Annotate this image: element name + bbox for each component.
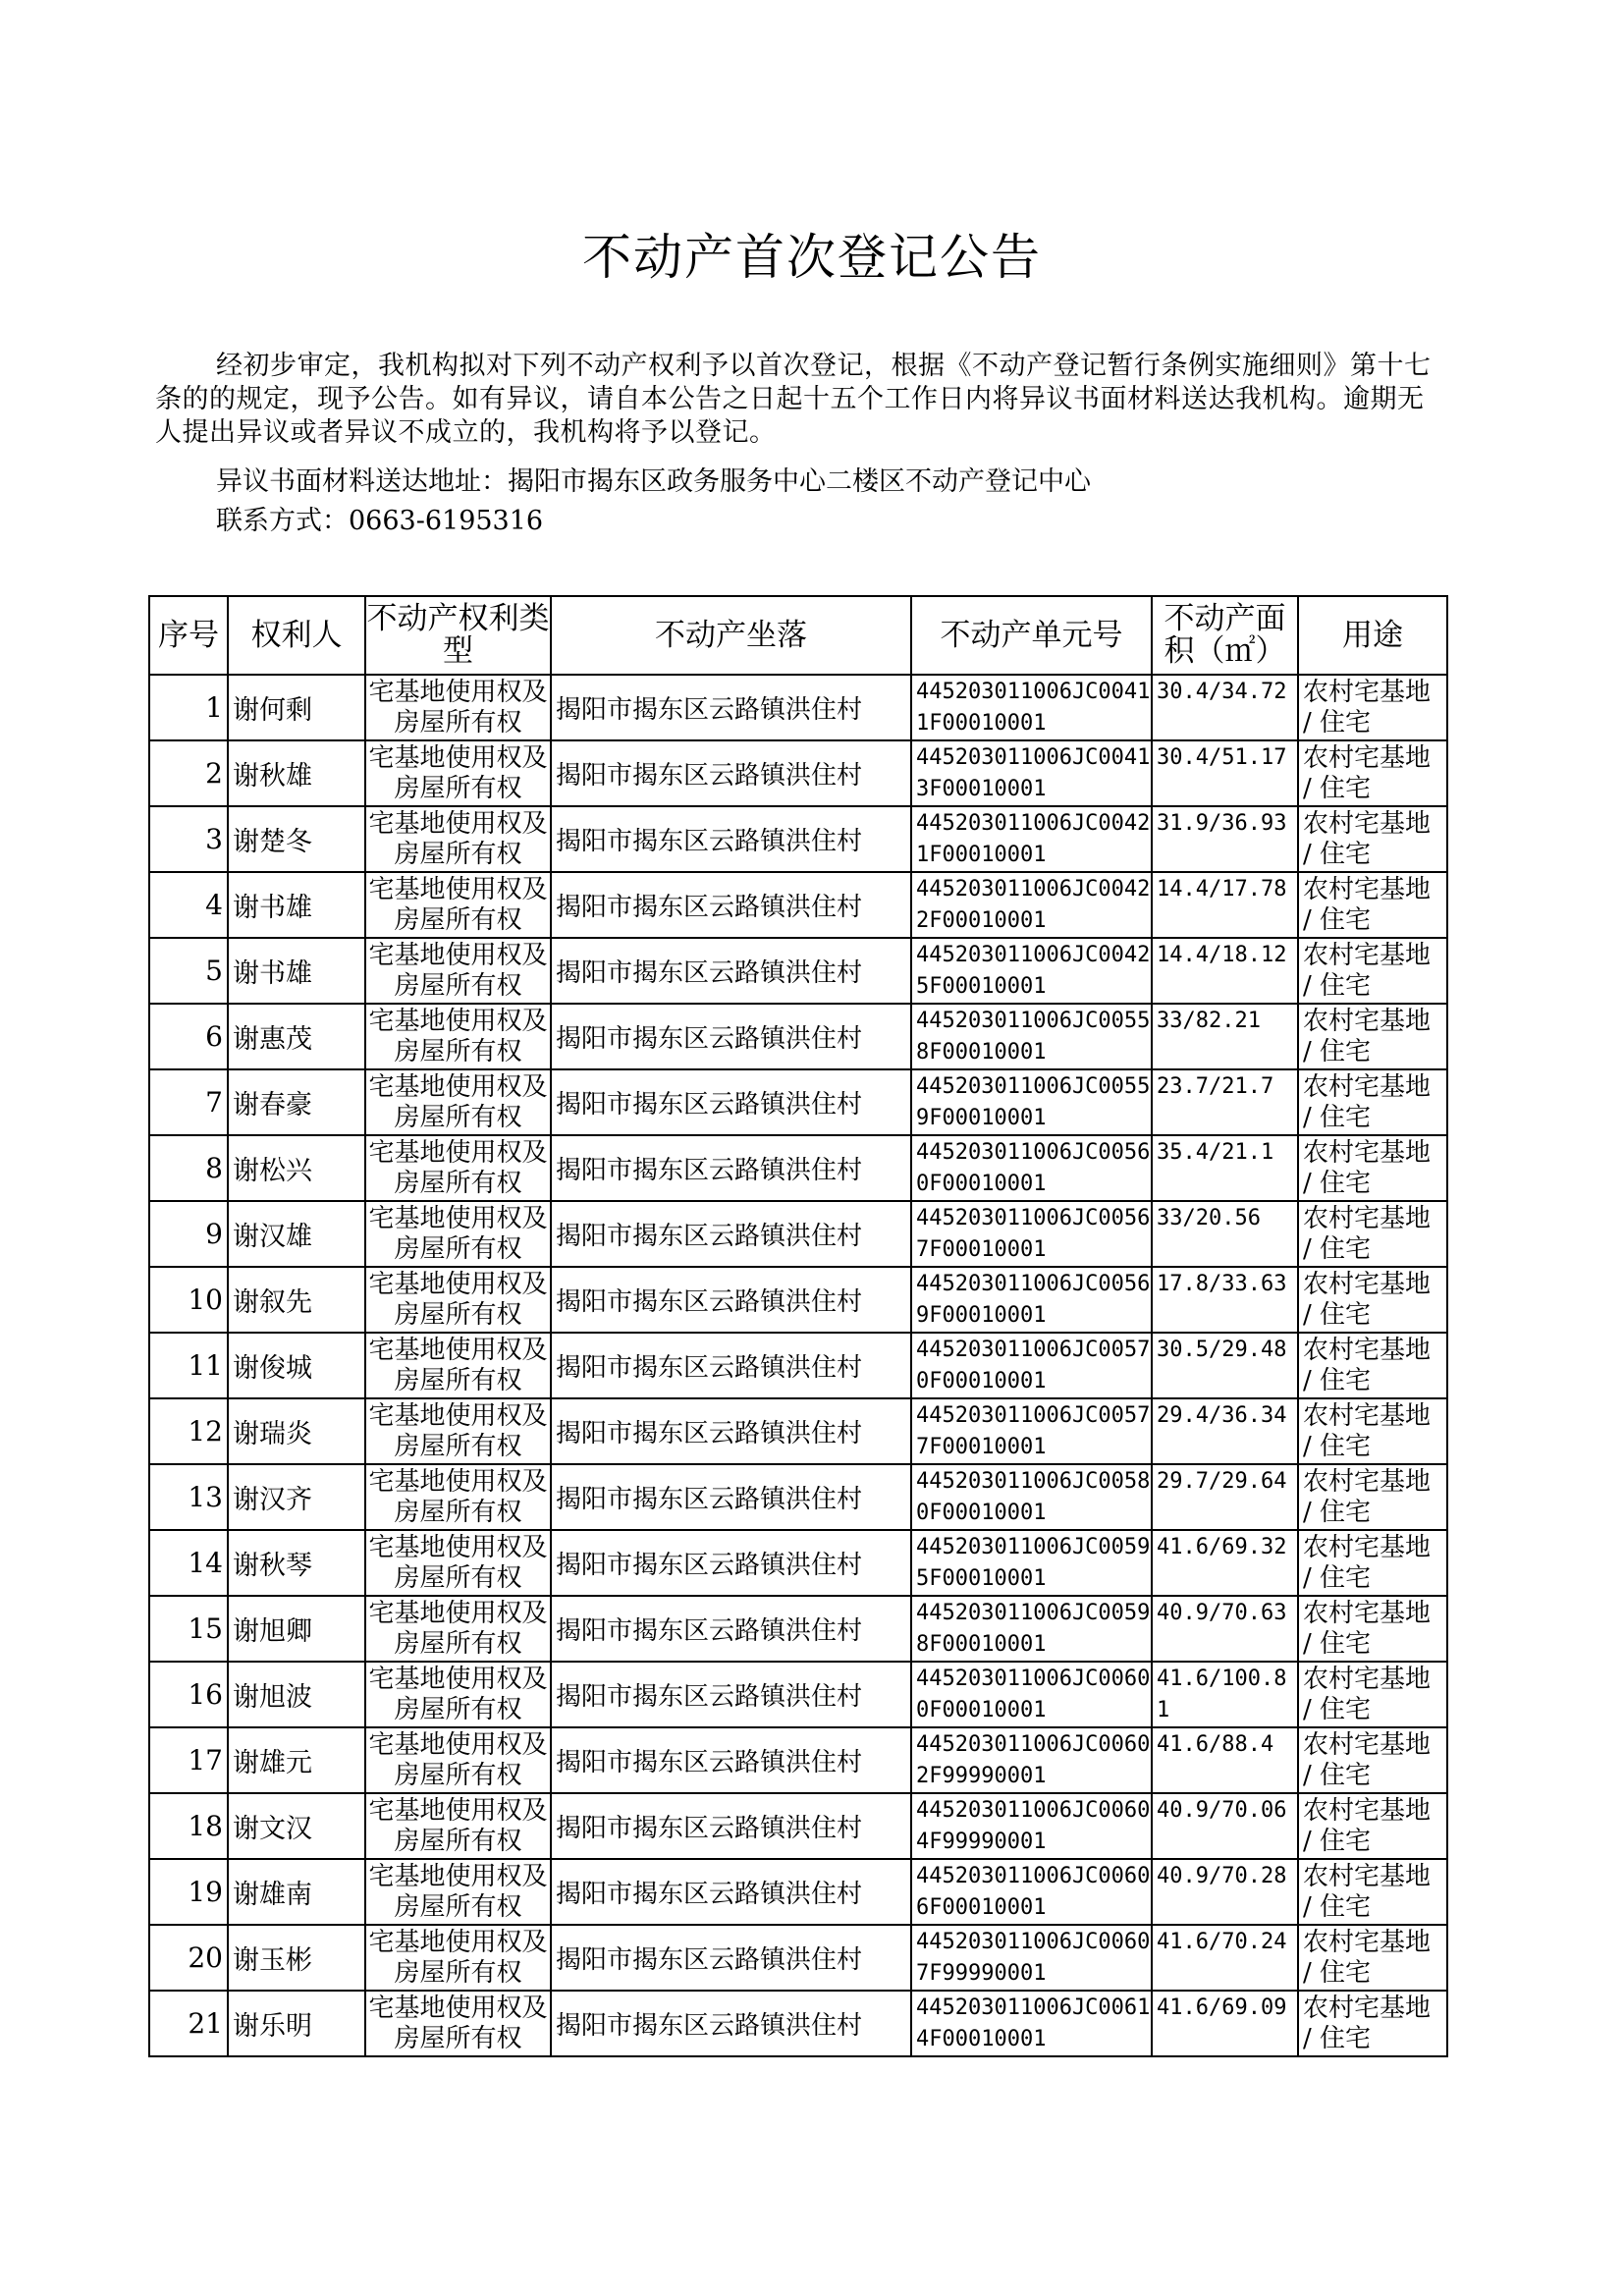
unit-number: 445203011006JC00614F00010001 [911,1991,1152,2056]
right-type: 宅基地使用权及房屋所有权 [365,872,551,938]
property-location: 揭阳市揭东区云路镇洪住村 [551,872,911,938]
property-use: 农村宅基地 / 住宅 [1298,675,1447,740]
unit-number: 445203011006JC00421F00010001 [911,806,1152,872]
property-use: 农村宅基地 / 住宅 [1298,1991,1447,2056]
property-area: 40.9/70.06 [1152,1793,1298,1859]
property-use: 农村宅基地 / 住宅 [1298,1267,1447,1333]
header-unit-number: 不动产单元号 [911,596,1152,675]
unit-number: 445203011006JC00604F99990001 [911,1793,1152,1859]
property-location: 揭阳市揭东区云路镇洪住村 [551,1004,911,1069]
owner-name: 谢旭卿 [228,1596,365,1662]
property-use: 农村宅基地 / 住宅 [1298,806,1447,872]
property-use: 农村宅基地 / 住宅 [1298,1530,1447,1596]
owner-name: 谢楚冬 [228,806,365,872]
objection-address: 异议书面材料送达地址：揭阳市揭东区政务服务中心二楼区不动产登记中心 [216,466,1091,497]
table-row [149,1925,1447,1991]
owner-name: 谢松兴 [228,1135,365,1201]
notice-paragraph: 经初步审定，我机构拟对下列不动产权利予以首次登记，根据《不动产登记暂行条例实施细则》第十七条的的规定，现予公告。如有异议，请自本公告之日起十五个工作日内将异议书面材料送达我机构。逾期无人提出异议或者异议不成立的，我机构将予以登记。 [155,351,1432,448]
property-location: 揭阳市揭东区云路镇洪住村 [551,1069,911,1135]
table-row [149,1596,1447,1662]
property-use: 农村宅基地 / 住宅 [1298,1069,1447,1135]
property-area: 33/82.21 [1152,1004,1298,1069]
property-area: 33/20.56 [1152,1201,1298,1267]
property-use: 农村宅基地 / 住宅 [1298,1333,1447,1398]
table-row [149,1069,1447,1135]
property-location: 揭阳市揭东区云路镇洪住村 [551,1662,911,1727]
property-location: 揭阳市揭东区云路镇洪住村 [551,1333,911,1398]
table-row [149,938,1447,1004]
right-type: 宅基地使用权及房屋所有权 [365,1859,551,1925]
row-number: 17 [149,1727,228,1793]
unit-number: 445203011006JC00422F00010001 [911,872,1152,938]
property-area: 41.6/70.24 [1152,1925,1298,1991]
property-location: 揭阳市揭东区云路镇洪住村 [551,806,911,872]
row-number: 16 [149,1662,228,1727]
owner-name: 谢瑞炎 [228,1398,365,1464]
table-row [149,1859,1447,1925]
right-type: 宅基地使用权及房屋所有权 [365,675,551,740]
right-type: 宅基地使用权及房屋所有权 [365,806,551,872]
property-use: 农村宅基地 / 住宅 [1298,1004,1447,1069]
owner-name: 谢雄南 [228,1859,365,1925]
right-type: 宅基地使用权及房屋所有权 [365,1333,551,1398]
owner-name: 谢雄元 [228,1727,365,1793]
property-area: 41.6/88.4 [1152,1727,1298,1793]
row-number: 3 [149,806,228,872]
property-use: 农村宅基地 / 住宅 [1298,938,1447,1004]
owner-name: 谢惠茂 [228,1004,365,1069]
property-area: 41.6/100.81 [1152,1662,1298,1727]
table-row [149,1135,1447,1201]
owner-name: 谢汉齐 [228,1464,365,1530]
row-number: 19 [149,1859,228,1925]
property-area: 31.9/36.93 [1152,806,1298,872]
table-row [149,740,1447,806]
property-area: 30.5/29.48 [1152,1333,1298,1398]
property-area: 41.6/69.32 [1152,1530,1298,1596]
right-type: 宅基地使用权及房屋所有权 [365,1596,551,1662]
table-header-row [149,596,1447,675]
table-row [149,1991,1447,2056]
owner-name: 谢书雄 [228,938,365,1004]
property-use: 农村宅基地 / 住宅 [1298,872,1447,938]
property-location: 揭阳市揭东区云路镇洪住村 [551,1267,911,1333]
right-type: 宅基地使用权及房屋所有权 [365,1069,551,1135]
table-row [149,872,1447,938]
right-type: 宅基地使用权及房屋所有权 [365,1004,551,1069]
row-number: 13 [149,1464,228,1530]
table-row [149,1398,1447,1464]
right-type: 宅基地使用权及房屋所有权 [365,1925,551,1991]
right-type: 宅基地使用权及房屋所有权 [365,1135,551,1201]
header-no: 序号 [149,596,228,675]
property-area: 30.4/51.17 [1152,740,1298,806]
row-number: 8 [149,1135,228,1201]
property-location: 揭阳市揭东区云路镇洪住村 [551,1398,911,1464]
property-use: 农村宅基地 / 住宅 [1298,1925,1447,1991]
property-location: 揭阳市揭东区云路镇洪住村 [551,938,911,1004]
unit-number: 445203011006JC00598F00010001 [911,1596,1152,1662]
row-number: 9 [149,1201,228,1267]
right-type: 宅基地使用权及房屋所有权 [365,1662,551,1727]
header-right-type: 不动产权利类型 [365,596,551,675]
right-type: 宅基地使用权及房屋所有权 [365,1793,551,1859]
unit-number: 445203011006JC00567F00010001 [911,1201,1152,1267]
right-type: 宅基地使用权及房屋所有权 [365,1464,551,1530]
property-area: 23.7/21.7 [1152,1069,1298,1135]
registration-table [148,595,1448,2057]
unit-number: 445203011006JC00606F00010001 [911,1859,1152,1925]
property-location: 揭阳市揭东区云路镇洪住村 [551,1201,911,1267]
property-area: 17.8/33.63 [1152,1267,1298,1333]
owner-name: 谢俊城 [228,1333,365,1398]
row-number: 18 [149,1793,228,1859]
property-use: 农村宅基地 / 住宅 [1298,1398,1447,1464]
right-type: 宅基地使用权及房屋所有权 [365,1201,551,1267]
property-use: 农村宅基地 / 住宅 [1298,1727,1447,1793]
property-area: 40.9/70.63 [1152,1596,1298,1662]
owner-name: 谢旭波 [228,1662,365,1727]
property-location: 揭阳市揭东区云路镇洪住村 [551,1530,911,1596]
row-number: 1 [149,675,228,740]
row-number: 4 [149,872,228,938]
property-area: 30.4/34.72 [1152,675,1298,740]
row-number: 11 [149,1333,228,1398]
property-area: 14.4/18.12 [1152,938,1298,1004]
row-number: 10 [149,1267,228,1333]
property-use: 农村宅基地 / 住宅 [1298,1464,1447,1530]
row-number: 20 [149,1925,228,1991]
property-use: 农村宅基地 / 住宅 [1298,740,1447,806]
property-location: 揭阳市揭东区云路镇洪住村 [551,1135,911,1201]
table-row [149,1530,1447,1596]
table-body [149,675,1447,2056]
right-type: 宅基地使用权及房屋所有权 [365,938,551,1004]
property-location: 揭阳市揭东区云路镇洪住村 [551,1925,911,1991]
row-number: 7 [149,1069,228,1135]
property-area: 14.4/17.78 [1152,872,1298,938]
table-row [149,1201,1447,1267]
header-area: 不动产面积（㎡） [1152,596,1298,675]
table-row [149,1004,1447,1069]
header-owner: 权利人 [228,596,365,675]
right-type: 宅基地使用权及房屋所有权 [365,740,551,806]
property-location: 揭阳市揭东区云路镇洪住村 [551,1727,911,1793]
unit-number: 445203011006JC00411F00010001 [911,675,1152,740]
unit-number: 445203011006JC00595F00010001 [911,1530,1152,1596]
property-use: 农村宅基地 / 住宅 [1298,1859,1447,1925]
unit-number: 445203011006JC00607F99990001 [911,1925,1152,1991]
owner-name: 谢叙先 [228,1267,365,1333]
row-number: 12 [149,1398,228,1464]
property-area: 40.9/70.28 [1152,1859,1298,1925]
right-type: 宅基地使用权及房屋所有权 [365,1727,551,1793]
owner-name: 谢春豪 [228,1069,365,1135]
table-row [149,1464,1447,1530]
owner-name: 谢秋琴 [228,1530,365,1596]
row-number: 21 [149,1991,228,2056]
owner-name: 谢文汉 [228,1793,365,1859]
property-location: 揭阳市揭东区云路镇洪住村 [551,675,911,740]
row-number: 5 [149,938,228,1004]
property-area: 41.6/69.09 [1152,1991,1298,2056]
contact-info: 联系方式：0663-6195316 [216,506,544,536]
unit-number: 445203011006JC00558F00010001 [911,1004,1152,1069]
row-number: 6 [149,1004,228,1069]
property-use: 农村宅基地 / 住宅 [1298,1596,1447,1662]
right-type: 宅基地使用权及房屋所有权 [365,1991,551,2056]
table-row [149,1662,1447,1727]
unit-number: 445203011006JC00413F00010001 [911,740,1152,806]
header-use: 用途 [1298,596,1447,675]
unit-number: 445203011006JC00602F99990001 [911,1727,1152,1793]
property-use: 农村宅基地 / 住宅 [1298,1662,1447,1727]
right-type: 宅基地使用权及房屋所有权 [365,1267,551,1333]
property-location: 揭阳市揭东区云路镇洪住村 [551,1464,911,1530]
owner-name: 谢乐明 [228,1991,365,2056]
property-area: 29.7/29.64 [1152,1464,1298,1530]
property-area: 29.4/36.34 [1152,1398,1298,1464]
property-use: 农村宅基地 / 住宅 [1298,1793,1447,1859]
owner-name: 谢秋雄 [228,740,365,806]
unit-number: 445203011006JC00580F00010001 [911,1464,1152,1530]
property-location: 揭阳市揭东区云路镇洪住村 [551,1859,911,1925]
property-location: 揭阳市揭东区云路镇洪住村 [551,1991,911,2056]
table-row [149,1727,1447,1793]
unit-number: 445203011006JC00569F00010001 [911,1267,1152,1333]
table-row [149,675,1447,740]
table-row [149,1793,1447,1859]
owner-name: 谢何剩 [228,675,365,740]
property-location: 揭阳市揭东区云路镇洪住村 [551,740,911,806]
header-location: 不动产坐落 [551,596,911,675]
table-row [149,806,1447,872]
owner-name: 谢玉彬 [228,1925,365,1991]
row-number: 15 [149,1596,228,1662]
unit-number: 445203011006JC00577F00010001 [911,1398,1152,1464]
unit-number: 445203011006JC00560F00010001 [911,1135,1152,1201]
owner-name: 谢汉雄 [228,1201,365,1267]
owner-name: 谢书雄 [228,872,365,938]
property-area: 35.4/21.1 [1152,1135,1298,1201]
right-type: 宅基地使用权及房屋所有权 [365,1530,551,1596]
table-row [149,1267,1447,1333]
row-number: 2 [149,740,228,806]
unit-number: 445203011006JC00570F00010001 [911,1333,1152,1398]
property-use: 农村宅基地 / 住宅 [1298,1135,1447,1201]
property-location: 揭阳市揭东区云路镇洪住村 [551,1793,911,1859]
row-number: 14 [149,1530,228,1596]
unit-number: 445203011006JC00559F00010001 [911,1069,1152,1135]
unit-number: 445203011006JC00600F00010001 [911,1662,1152,1727]
property-use: 农村宅基地 / 住宅 [1298,1201,1447,1267]
table-row [149,1333,1447,1398]
right-type: 宅基地使用权及房屋所有权 [365,1398,551,1464]
page-title: 不动产首次登记公告 [582,229,1042,286]
unit-number: 445203011006JC00425F00010001 [911,938,1152,1004]
property-location: 揭阳市揭东区云路镇洪住村 [551,1596,911,1662]
